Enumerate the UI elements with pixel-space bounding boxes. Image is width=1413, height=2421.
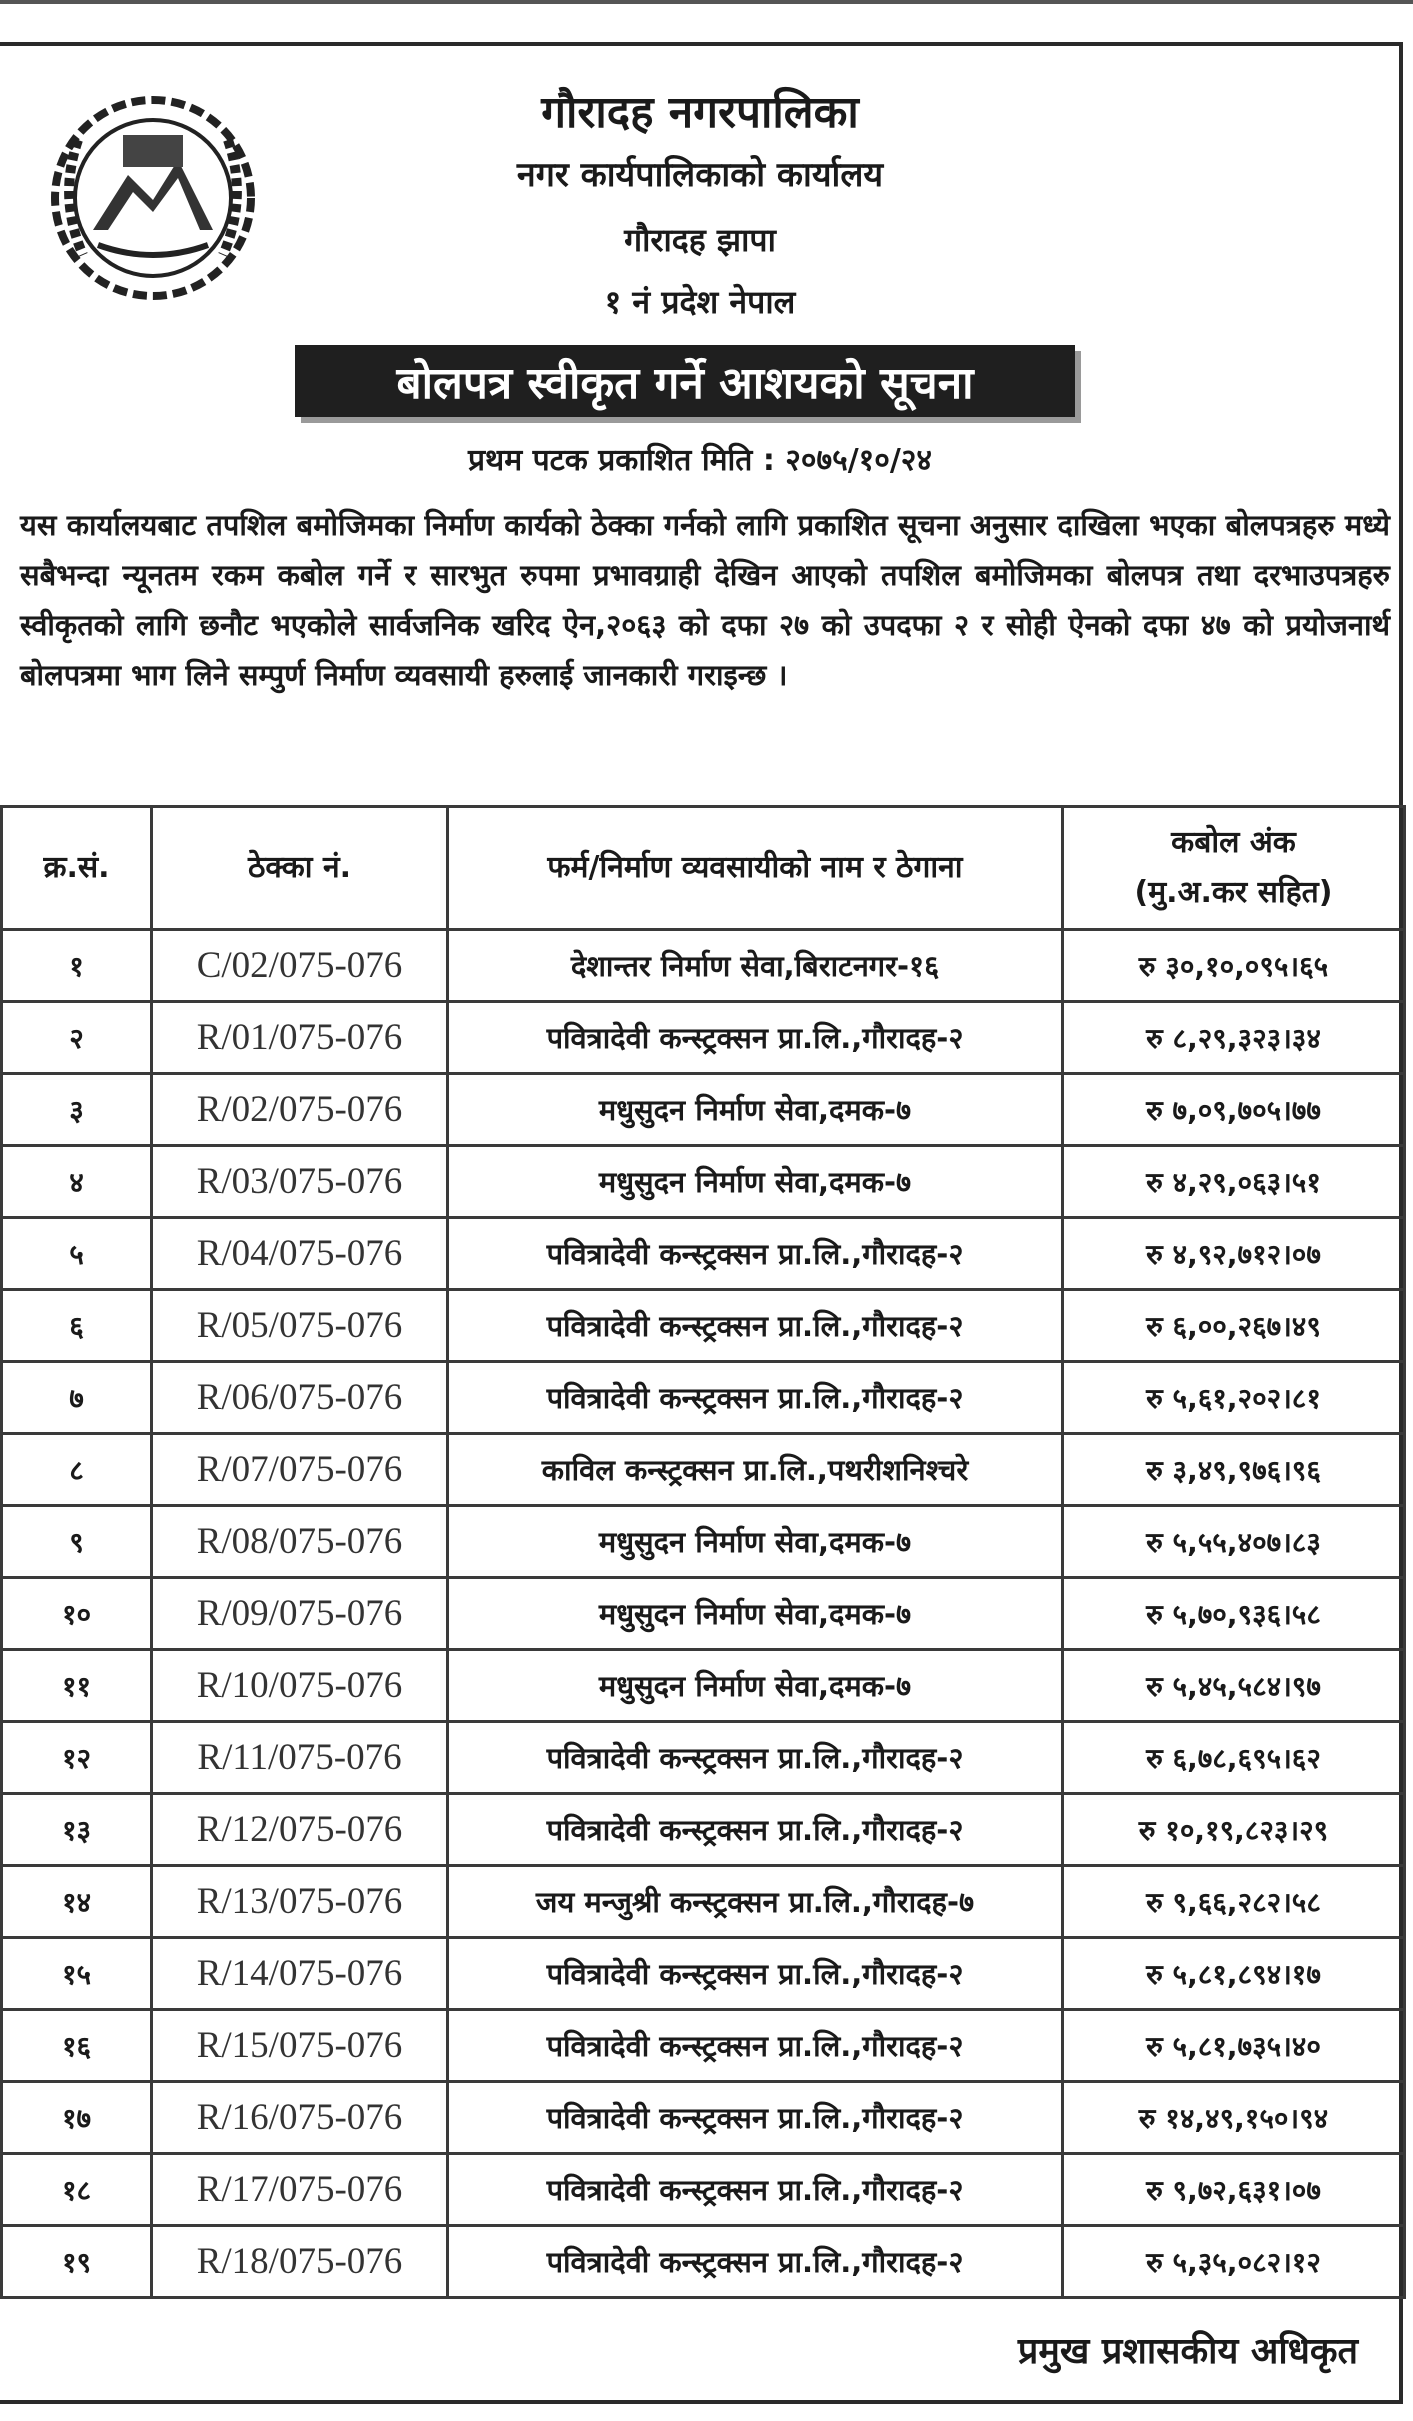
signature-title: प्रमुख प्रशासकीय अधिकृत: [1017, 2331, 1358, 2372]
table-row: [2, 1650, 1405, 1722]
cell-amount: रु १०,१९,८२३।२९: [1063, 1794, 1405, 1866]
cell-sn: १३: [2, 1794, 152, 1866]
table-row: [2, 1938, 1405, 2010]
cell-firm: मधुसुदन निर्माण सेवा,दमक-७: [448, 1578, 1063, 1650]
table-row: [2, 1866, 1405, 1938]
cell-contract: C/02/075-076: [152, 930, 448, 1002]
table-row: [2, 1578, 1405, 1650]
cell-amount: रु ४,९२,७१२।०७: [1063, 1218, 1405, 1290]
cell-sn: १५: [2, 1938, 152, 2010]
cell-firm: पवित्रादेवी कन्स्ट्रक्सन प्रा.लि.,गौरादह-२: [448, 1794, 1063, 1866]
cell-firm: पवित्रादेवी कन्स्ट्रक्सन प्रा.लि.,गौरादह-२: [448, 1290, 1063, 1362]
top-rule: [0, 0, 1413, 4]
office-location: गौरादह झापा: [624, 221, 776, 259]
publish-date: प्रथम पटक प्रकाशित मिति : २०७५/१०/२४: [467, 443, 933, 478]
table-body: [2, 930, 1405, 2298]
cell-sn: २: [2, 1002, 152, 1074]
cell-amount: रु ५,७०,९३६।५८: [1063, 1578, 1405, 1650]
table-row: [2, 1290, 1405, 1362]
cell-firm: पवित्रादेवी कन्स्ट्रक्सन प्रा.लि.,गौरादह-२: [448, 2010, 1063, 2082]
cell-amount: रु ८,२९,३२३।३४: [1063, 1002, 1405, 1074]
cell-contract: R/09/075-076: [152, 1578, 448, 1650]
cell-firm: मधुसुदन निर्माण सेवा,दमक-७: [448, 1146, 1063, 1218]
cell-sn: ७: [2, 1362, 152, 1434]
cell-firm: पवित्रादेवी कन्स्ट्रक्सन प्रा.लि.,गौरादह-२: [448, 1362, 1063, 1434]
cell-firm: पवित्रादेवी कन्स्ट्रक्सन प्रा.लि.,गौरादह-२: [448, 1002, 1063, 1074]
cell-sn: १२: [2, 1722, 152, 1794]
cell-amount: रु ७,०९,७०५।७७: [1063, 1074, 1405, 1146]
notice-body: यस कार्यालयबाट तपशिल बमोजिमका निर्माण कार्यको ठेक्का गर्नको लागि प्रकाशित सूचना अनुसार दाखिला भएका बोलपत्रहरु मध्ये सबैभन्दा न्यूनतम रकम कबोल गर्ने र सारभुत रुपमा प्रभावग्राही देखिन आएको तपशिल बमोजिमका बोलपत्र तथा दरभाउपत्रहरु स्वीकृतको लागि छनौट भएकोले सार्वजनिक खरिद ऐन,२०६३ को दफा २७ को उपदफा २ र सोही ऐनको दफा ४७ को प्रयोजनार्थ बोलपत्रमा भाग लिने सम्पुर्ण निर्माण व्यवसायी हरुलाई जानकारी गराइन्छ ।: [20, 508, 1390, 692]
col-amount-line1: कबोल अंक: [1171, 825, 1296, 860]
cell-contract: R/04/075-076: [152, 1218, 448, 1290]
cell-amount: रु ५,३५,०८२।१२: [1063, 2226, 1405, 2298]
table-row: [2, 2226, 1405, 2298]
cell-amount: रु ९,७२,६३१।०७: [1063, 2154, 1405, 2226]
table-row: [2, 930, 1405, 1002]
cell-firm: मधुसुदन निर्माण सेवा,दमक-७: [448, 1074, 1063, 1146]
cell-contract: R/05/075-076: [152, 1290, 448, 1362]
cell-firm: पवित्रादेवी कन्स्ट्रक्सन प्रा.लि.,गौरादह-२: [448, 1938, 1063, 2010]
table-row: [2, 2010, 1405, 2082]
table-row: [2, 1146, 1405, 1218]
col-amount: [1063, 807, 1405, 930]
cell-firm: जय मन्जुश्री कन्स्ट्रक्सन प्रा.लि.,गौरादह-७: [448, 1866, 1063, 1938]
cell-contract: R/10/075-076: [152, 1650, 448, 1722]
cell-sn: ४: [2, 1146, 152, 1218]
cell-amount: रु ३,४९,९७६।९६: [1063, 1434, 1405, 1506]
cell-contract: R/18/075-076: [152, 2226, 448, 2298]
cell-amount: रु ९,६६,२८२।५८: [1063, 1866, 1405, 1938]
cell-sn: १९: [2, 2226, 152, 2298]
cell-contract: R/17/075-076: [152, 2154, 448, 2226]
office-subtitle: नगर कार्यपालिकाको कार्यालय: [516, 155, 884, 195]
cell-firm: काविल कन्स्ट्रक्सन प्रा.लि.,पथरीशनिश्चरे: [448, 1434, 1063, 1506]
cell-firm: पवित्रादेवी कन्स्ट्रक्सन प्रा.लि.,गौरादह-२: [448, 1722, 1063, 1794]
cell-amount: रु ५,६१,२०२।८१: [1063, 1362, 1405, 1434]
cell-amount: रु ५,८१,७३५।४०: [1063, 2010, 1405, 2082]
table-row: [2, 1506, 1405, 1578]
cell-sn: १८: [2, 2154, 152, 2226]
cell-contract: R/08/075-076: [152, 1506, 448, 1578]
col-sn: क्र.सं.: [2, 807, 152, 930]
office-name: गौरादह नगरपालिका: [541, 87, 859, 138]
cell-contract: R/01/075-076: [152, 1002, 448, 1074]
cell-contract: R/03/075-076: [152, 1146, 448, 1218]
table-row: [2, 1074, 1405, 1146]
cell-sn: १०: [2, 1578, 152, 1650]
cell-sn: ११: [2, 1650, 152, 1722]
cell-amount: रु ५,५५,४०७।८३: [1063, 1506, 1405, 1578]
cell-sn: ९: [2, 1506, 152, 1578]
cell-contract: R/13/075-076: [152, 1866, 448, 1938]
table-row: [2, 1002, 1405, 1074]
cell-firm: मधुसुदन निर्माण सेवा,दमक-७: [448, 1650, 1063, 1722]
cell-amount: रु ४,२९,०६३।५१: [1063, 1146, 1405, 1218]
cell-contract: R/11/075-076: [152, 1722, 448, 1794]
cell-sn: १: [2, 930, 152, 1002]
office-province: १ नं प्रदेश नेपाल: [604, 283, 796, 321]
bid-table: [0, 805, 1406, 2299]
cell-sn: ५: [2, 1218, 152, 1290]
government-emblem-icon: [38, 80, 268, 310]
cell-firm: देशान्तर निर्माण सेवा,बिराटनगर-१६: [448, 930, 1063, 1002]
cell-firm: पवित्रादेवी कन्स्ट्रक्सन प्रा.लि.,गौरादह-२: [448, 1218, 1063, 1290]
cell-sn: ६: [2, 1290, 152, 1362]
col-contract: ठेक्का नं.: [152, 807, 448, 930]
table-row: [2, 1218, 1405, 1290]
cell-amount: रु ६,००,२६७।४९: [1063, 1290, 1405, 1362]
table-row: [2, 2082, 1405, 2154]
table-row: [2, 2154, 1405, 2226]
col-amount-line2: (मु.अ.कर सहित): [1134, 875, 1333, 910]
col-firm: फर्म/निर्माण व्यवसायीको नाम र ठेगाना: [448, 807, 1063, 930]
cell-sn: १४: [2, 1866, 152, 1938]
notice-title: बोलपत्र स्वीकृत गर्ने आशयको सूचना: [295, 345, 1075, 417]
cell-firm: पवित्रादेवी कन्स्ट्रक्सन प्रा.लि.,गौरादह-२: [448, 2226, 1063, 2298]
cell-contract: R/02/075-076: [152, 1074, 448, 1146]
cell-contract: R/12/075-076: [152, 1794, 448, 1866]
table-row: [2, 1362, 1405, 1434]
table-row: [2, 1434, 1405, 1506]
cell-contract: R/07/075-076: [152, 1434, 448, 1506]
cell-firm: मधुसुदन निर्माण सेवा,दमक-७: [448, 1506, 1063, 1578]
cell-amount: रु ६,७८,६९५।६२: [1063, 1722, 1405, 1794]
table-row: [2, 1722, 1405, 1794]
cell-contract: R/14/075-076: [152, 1938, 448, 2010]
cell-sn: ३: [2, 1074, 152, 1146]
cell-contract: R/16/075-076: [152, 2082, 448, 2154]
cell-contract: R/15/075-076: [152, 2010, 448, 2082]
cell-contract: R/06/075-076: [152, 1362, 448, 1434]
cell-amount: रु १४,४९,१५०।९४: [1063, 2082, 1405, 2154]
cell-firm: पवित्रादेवी कन्स्ट्रक्सन प्रा.लि.,गौरादह-२: [448, 2082, 1063, 2154]
cell-sn: १७: [2, 2082, 152, 2154]
table-row: [2, 1794, 1405, 1866]
cell-firm: पवित्रादेवी कन्स्ट्रक्सन प्रा.लि.,गौरादह-२: [448, 2154, 1063, 2226]
cell-sn: ८: [2, 1434, 152, 1506]
cell-amount: रु ५,८१,८९४।१७: [1063, 1938, 1405, 2010]
cell-amount: रु ३०,१०,०९५।६५: [1063, 930, 1405, 1002]
cell-sn: १६: [2, 2010, 152, 2082]
table-header-row: [2, 807, 1405, 930]
cell-amount: रु ५,४५,५८४।९७: [1063, 1650, 1405, 1722]
